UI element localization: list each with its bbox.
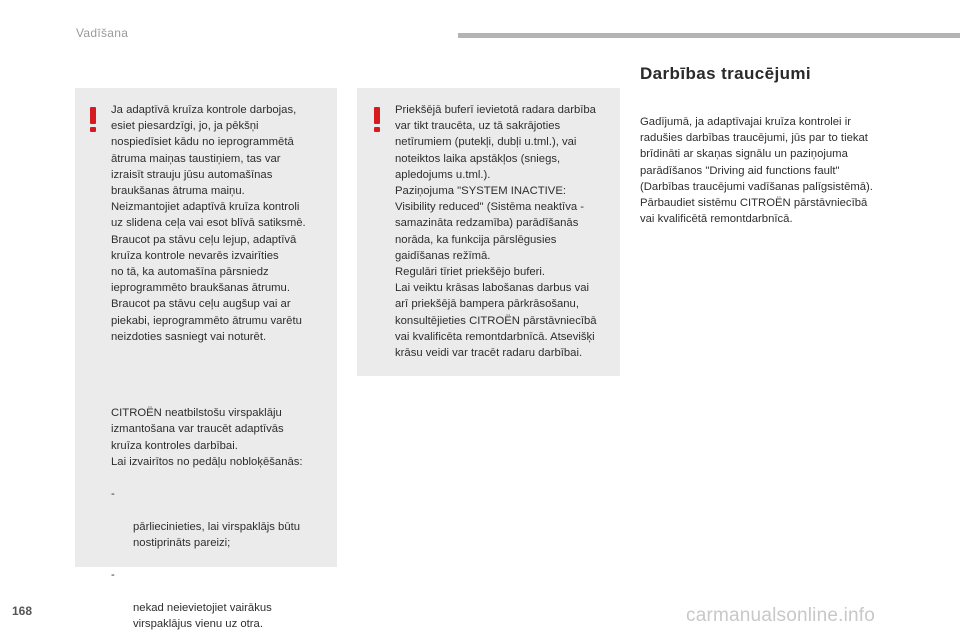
list-item-text: pārliecinieties, lai virspaklājs būtu nostiprināts pareizi; <box>133 520 301 549</box>
warning-text-radar: Priekšējā buferī ievietotā radara darbība var tikt traucēta, uz tā sakrājoties netīrumiem (putekļi, dubļi u.tml.), vai noteiktos laika apstākļos (sniegs, apledojums u.tml.). Paziņojuma "SYSTEM INACTIVE: Visibility reduced" (Sistēma neaktīva - samazināta redzamība) parādīšanās norāda, ka funkcija pārslēgusies gaidīšanas režīmā. Regulāri tīriet priekšējo buferi. Lai veiktu krāsas labošanas darbus vai arī priekšējā bampera pārkrāsošanu, konsultējieties CITROËN pārstāvniecībā vai kvalificēta remontdarbnīcā. Atsevišķi krāsu veidi var tracēt radaru darbībai. <box>395 104 597 360</box>
list-dash: - <box>111 569 115 582</box>
watermark: carmanualsonline.info <box>686 605 876 626</box>
warning-exclamation-icon <box>90 107 98 133</box>
section-body: Gadījumā, ja adaptīvajai kruīza kontrolei ir radušies darbības traucējumi, jūs par to tiekat brīdināti ar skaņas signālu un paziņojuma parādīšanos "Driving aid functions fault" (Darbības traucējumi vadīšanas palīgsistēmā). Pārbaudiet sistēmu CITROËN pārstāvniecībā vai kvalificētā remontdarbnīcā. <box>640 116 873 226</box>
floor-mats-warning <box>111 389 333 640</box>
floor-mats-intro: CITROËN neatbilstošu virspaklāju izmantošana var traucēt adaptīvās kruīza kontroles darbībai. Lai izvairītos no pedāļu nobloķēšanās: <box>111 407 303 468</box>
section-title: Darbības traucējumi <box>640 64 812 83</box>
warning-box-adaptive-cruise <box>75 88 337 630</box>
warning-text-cruise-usage: Ja adaptīvā kruīza kontrole darbojas, esiet piesardzīgi, jo, ja pēkšņi nospiedīsiet kādu no ieprogrammētā ātruma maiņas taustiņiem, tas var izraisīt strauju jūsu automašīnas braukšanas ātruma maiņu. Neizmantojiet adaptīvā kruīza kontroli uz slidena ceļa vai esot blīvā satiksmē. Braucot pa stāvu ceļu lejup, adaptīvā kruīza kontrole nevarēs izvairīties no tā, ka automašīna pārsniedz ieprogrammēto braukšanas ātrumu. Braucot pa stāvu ceļu augšup vai ar piekabi, ieprogrammēto ātrumu varētu neizdoties sasniegt vai noturēt. <box>111 104 306 343</box>
header-divider <box>458 33 960 38</box>
page-number: 168 <box>12 604 33 618</box>
warning-exclamation-icon <box>374 107 382 133</box>
list-item-text: nekad neievietojiet vairākus virspaklājus vienu uz otra. <box>133 601 272 630</box>
list-item <box>111 486 333 551</box>
warning-box-radar <box>357 88 620 376</box>
list-item <box>111 567 333 632</box>
chapter-title: Vadīšana <box>76 26 129 40</box>
list-dash: - <box>111 488 115 501</box>
